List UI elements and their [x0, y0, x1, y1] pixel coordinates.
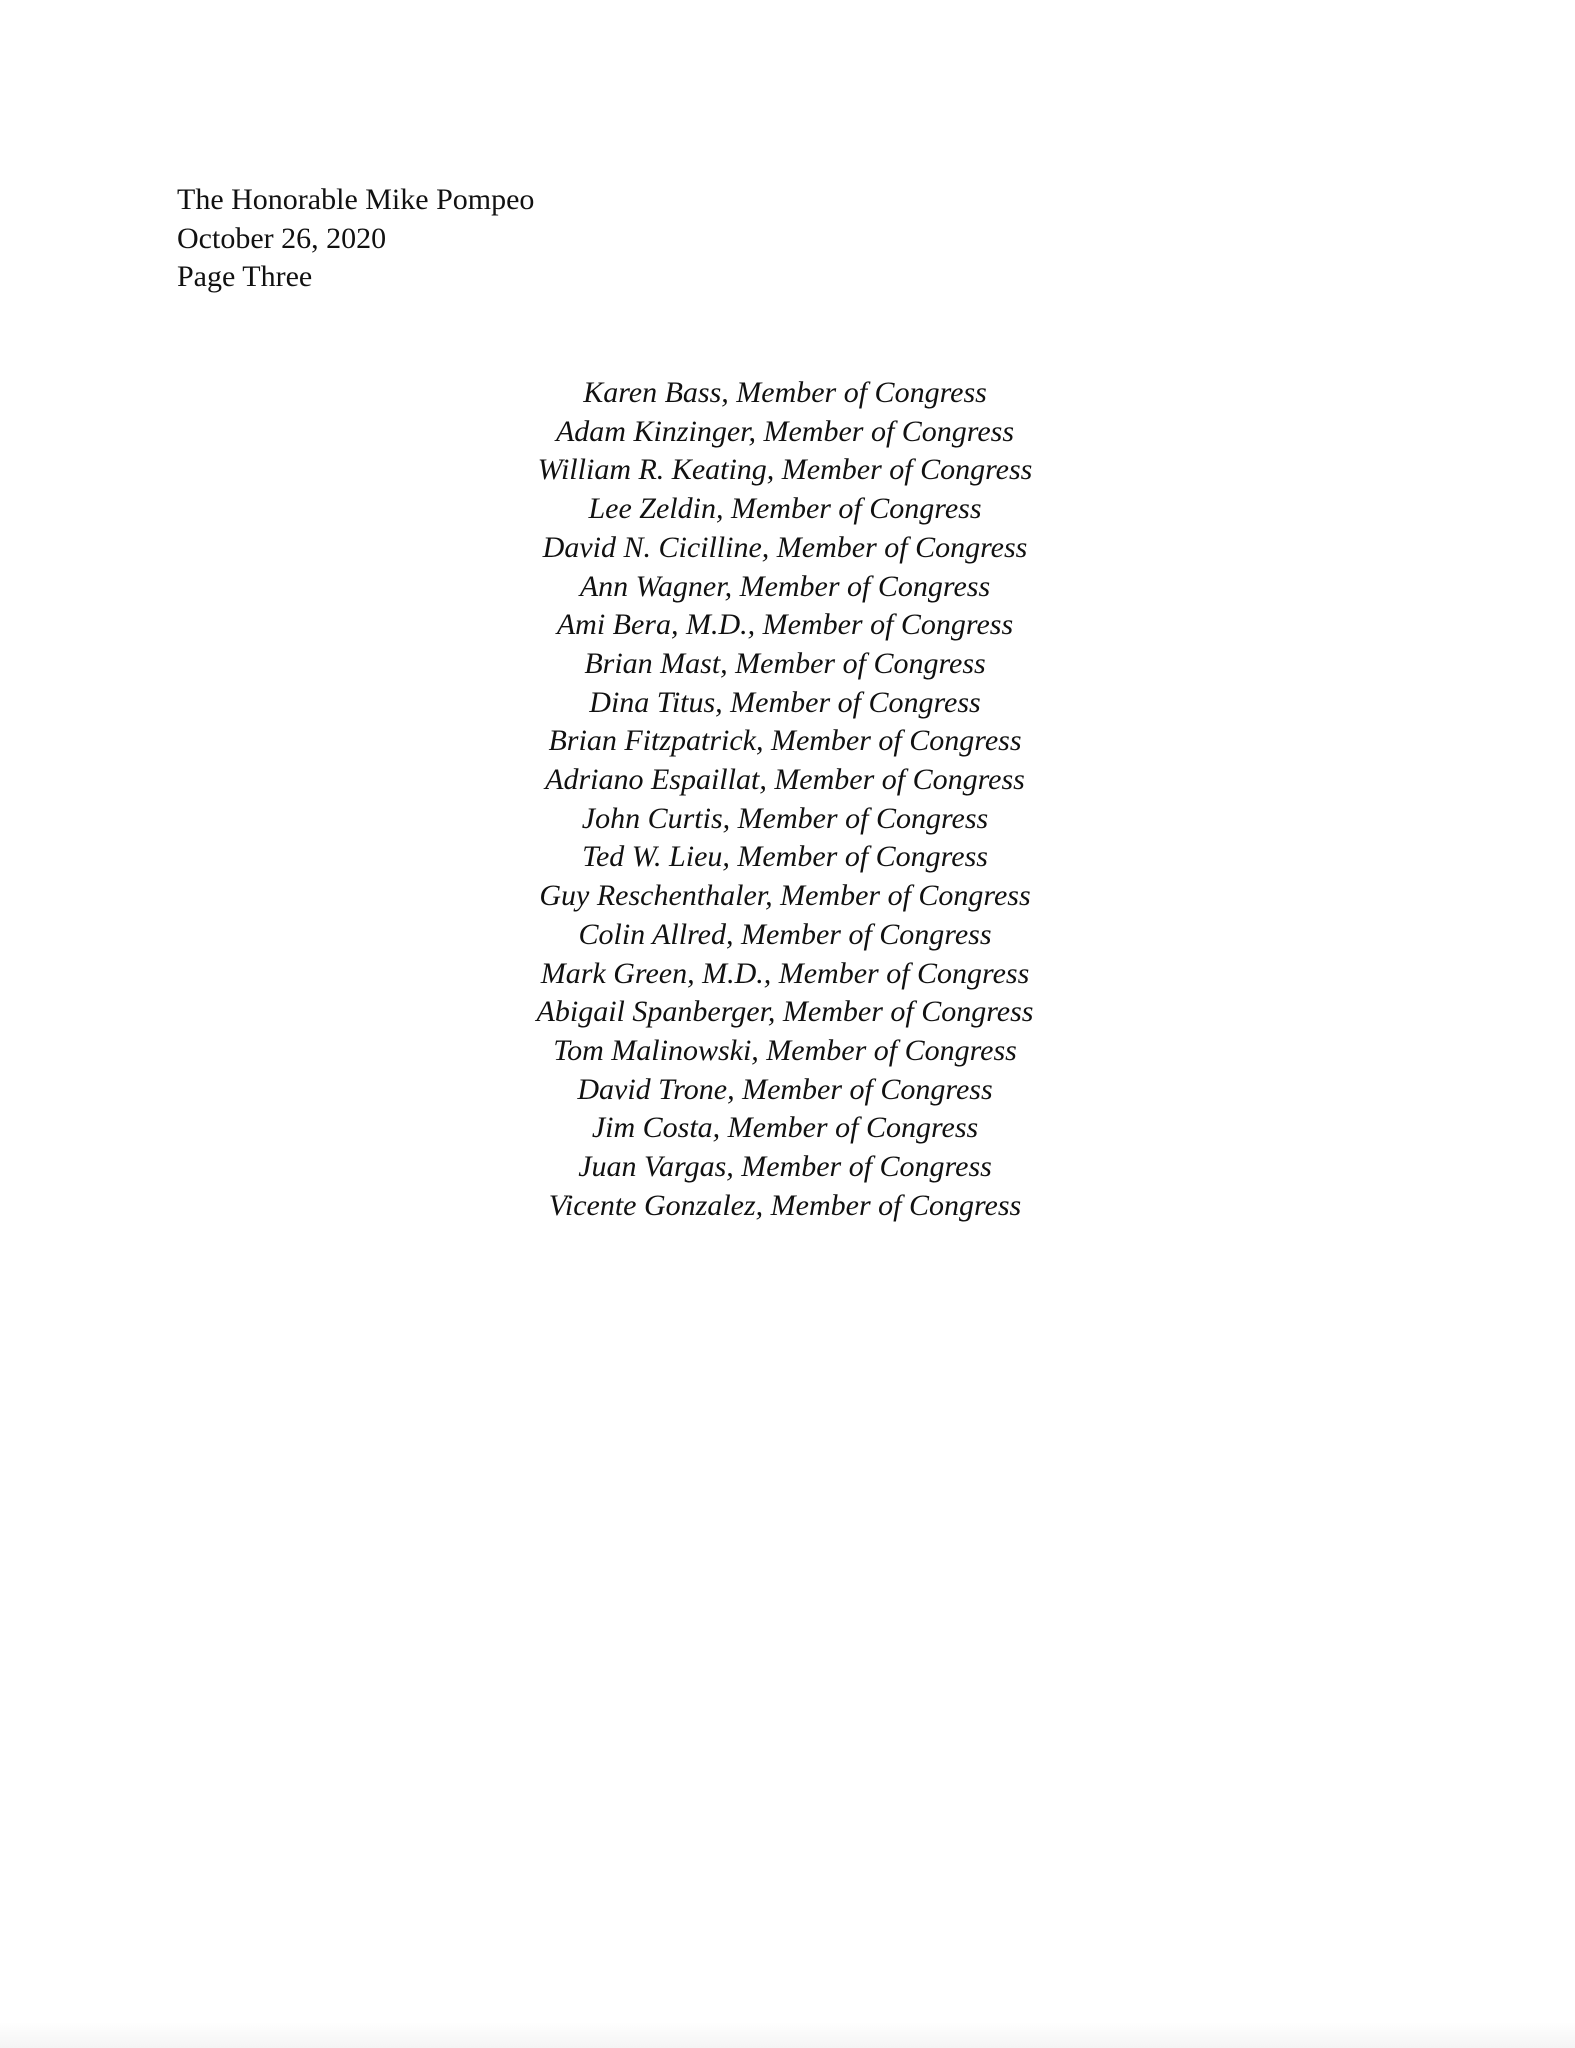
signatory-line: Mark Green, M.D., Member of Congress	[540, 956, 1030, 990]
signatory-line: Jim Costa, Member of Congress	[591, 1111, 979, 1145]
signatory-line: Adriano Espaillat, Member of Congress	[545, 763, 1025, 797]
page-number-line: Page Three	[177, 260, 313, 293]
signatory-line: Ann Wagner, Member of Congress	[579, 569, 991, 603]
signatory-line: Lee Zeldin, Member of Congress	[588, 492, 982, 526]
recipient-line: The Honorable Mike Pompeo	[177, 183, 535, 216]
signatory-line: John Curtis, Member of Congress	[581, 801, 989, 835]
signatory-line: Brian Mast, Member of Congress	[584, 646, 986, 680]
date-line: October 26, 2020	[177, 221, 387, 255]
signatory-line: David Trone, Member of Congress	[577, 1072, 993, 1106]
signatory-line: Juan Vargas, Member of Congress	[578, 1150, 992, 1184]
signatory-line: Brian Fitzpatrick, Member of Congress	[548, 724, 1022, 758]
signatory-line: Colin Allred, Member of Congress	[578, 917, 992, 951]
signatory-line: Abigail Spanberger, Member of Congress	[536, 995, 1034, 1029]
signatory-line: Ami Bera, M.D., Member of Congress	[556, 608, 1014, 642]
signatory-line: David N. Cicilline, Member of Congress	[542, 530, 1028, 564]
signatory-list	[390, 374, 1180, 1225]
page-bottom-edge	[0, 2022, 1575, 2048]
signatory-line: Ted W. Lieu, Member of Congress	[582, 840, 988, 874]
signatory-line: Karen Bass, Member of Congress	[583, 376, 987, 409]
signatory-line: Vicente Gonzalez, Member of Congress	[548, 1188, 1022, 1222]
signatory-line: Tom Malinowski, Member of Congress	[553, 1033, 1017, 1067]
signatory-line: Dina Titus, Member of Congress	[589, 685, 981, 719]
letter-header	[177, 181, 877, 297]
signatory-line: William R. Keating, Member of Congress	[537, 453, 1033, 487]
signatory-line: Adam Kinzinger, Member of Congress	[555, 414, 1015, 448]
signatory-line: Guy Reschenthaler, Member of Congress	[539, 879, 1031, 913]
